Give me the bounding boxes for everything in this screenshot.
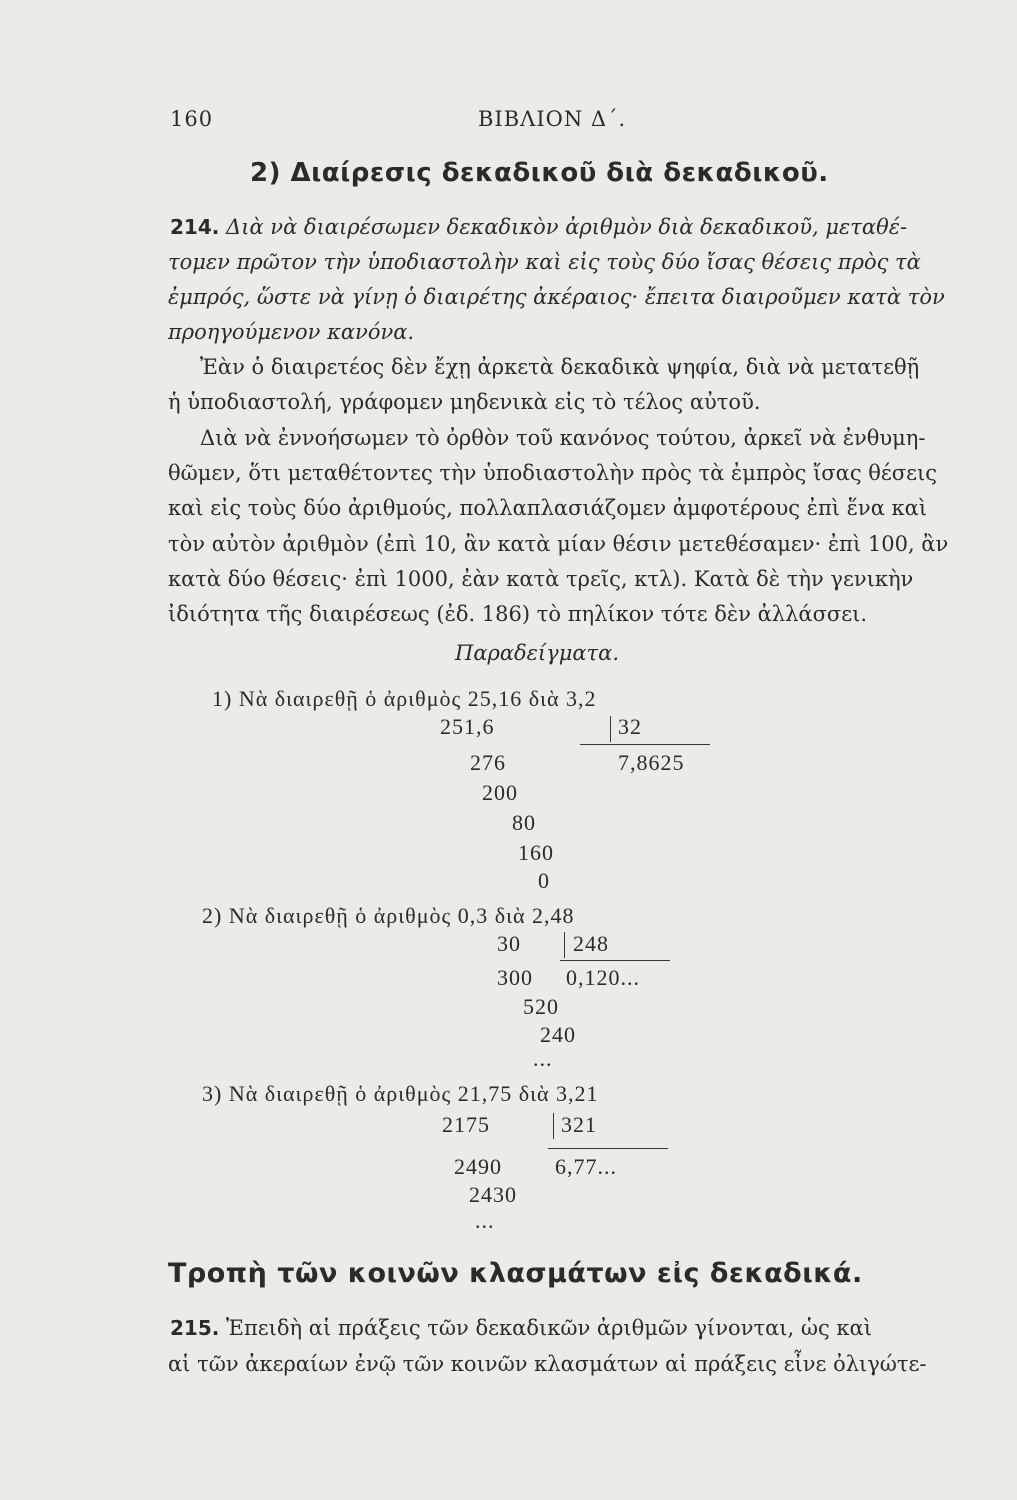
section-title: Τροπὴ τῶν κοινῶν κλασμάτων εἰς δεκαδικά. (168, 1258, 863, 1289)
paragraph-line: προηγούμενον κανόνα. (168, 320, 415, 344)
paragraph-line: αἱ τῶν ἀκεραίων ἐνῷ τῶν κοινῶν κλασμάτων αἱ πράξεις εἶνε ὀλιγώτε- (168, 1352, 927, 1376)
remainder: 240 (540, 1022, 576, 1047)
divisor: 32 (618, 714, 642, 739)
paragraph-number: 215. (170, 1316, 220, 1340)
paragraph-line: ἡ ὑποδιαστολή, γράφομεν μηδενικὰ εἰς τὸ τέλος αὐτοῦ. (168, 390, 761, 414)
examples-heading: Παραδείγματα. (455, 641, 620, 665)
divisor: 321 (561, 1112, 597, 1137)
paragraph-line: Ἐὰν ὁ διαιρετέος δὲν ἔχῃ ἀρκετὰ δεκαδικὰ ψηφία, διὰ νὰ μετατεθῇ (200, 355, 920, 379)
paragraph-line (170, 210, 907, 245)
example-statement: 2) Νὰ διαιρεθῇ ὁ ἀριθμὸς 0,3 διὰ 2,48 (202, 903, 575, 928)
remainder: 80 (512, 810, 536, 835)
running-title: ΒΙΒΛΙΟΝ Δ΄. (478, 107, 627, 131)
remainder: ... (533, 1046, 553, 1071)
paragraph-line: Διὰ νὰ ἐννοήσωμεν τὸ ὀρθὸν τοῦ κανόνος τούτου, ἀρκεῖ νὰ ἐνθυμη- (200, 426, 926, 450)
page-number: 160 (170, 107, 214, 131)
division-bar (610, 716, 611, 742)
paragraph-line: καὶ εἰς τοὺς δύο ἀριθμούς, πολλαπλασιάζομεν ἀμφοτέρους ἐπὶ ἕνα καὶ (168, 496, 928, 520)
paragraph-line: ἐμπρός, ὥστε νὰ γίνῃ ὁ διαιρέτης ἀκέραιος· ἔπειτα διαιροῦμεν κατὰ τὸν (168, 285, 945, 309)
remainder: 300 (497, 965, 533, 990)
example-statement: 1) Νὰ διαιρεθῇ ὁ ἀριθμὸς 25,16 διὰ 3,2 (212, 686, 597, 711)
division-rule (548, 1148, 668, 1149)
dividend: 251,6 (440, 714, 495, 739)
remainder: 276 (470, 750, 506, 775)
remainder: 160 (518, 840, 554, 865)
paragraph-line (170, 1311, 872, 1346)
remainder: 0 (538, 868, 550, 893)
section-title: 2) Διαίρεσις δεκαδικοῦ διὰ δεκαδικοῦ. (250, 158, 829, 188)
remainder: 2490 (454, 1154, 502, 1179)
paragraph-text: Διὰ νὰ διαιρέσωμεν δεκαδικὸν ἀριθμὸν διὰ δεκαδικοῦ, μεταθέ- (226, 215, 908, 239)
remainder: 520 (523, 994, 559, 1019)
paragraph-number: 214. (170, 215, 220, 239)
remainder: 200 (482, 780, 518, 805)
quotient: 7,8625 (618, 750, 685, 775)
paragraph-line: τὸν αὐτὸν ἀριθμὸν (ἐπὶ 10, ἂν κατὰ μίαν θέσιν μετεθέσαμεν· ἐπὶ 100, ἂν (168, 532, 949, 556)
divisor: 248 (573, 931, 609, 956)
remainder: ... (475, 1208, 495, 1233)
paragraph-text: Ἐπειδὴ αἱ πράξεις τῶν δεκαδικῶν ἀριθμῶν γίνονται, ὡς καὶ (226, 1316, 872, 1340)
remainder: 2430 (469, 1182, 517, 1207)
division-rule (560, 960, 670, 961)
quotient: 6,77... (555, 1154, 617, 1179)
paragraph-line: ἰδιότητα τῆς διαιρέσεως (ἐδ. 186) τὸ πηλίκον τότε δὲν ἀλλάσσει. (168, 602, 868, 626)
paragraph-line: κατὰ δύο θέσεις· ἐπὶ 1000, ἐὰν κατὰ τρεῖς, κτλ). Κατὰ δὲ τὴν γενικὴν (168, 567, 914, 591)
quotient: 0,120... (566, 965, 640, 990)
division-bar (553, 1113, 554, 1139)
example-statement: 3) Νὰ διαιρεθῇ ὁ ἀριθμὸς 21,75 διὰ 3,21 (202, 1081, 599, 1106)
dividend: 2175 (442, 1112, 490, 1137)
paragraph-line: θῶμεν, ὅτι μεταθέτοντες τὴν ὑποδιαστολὴν πρὸς τὰ ἐμπρὸς ἴσας θέσεις (168, 461, 937, 485)
paragraph-line: τομεν πρῶτον τὴν ὑποδιαστολὴν καὶ εἰς τοὺς δύο ἴσας θέσεις πρὸς τὰ (168, 250, 921, 274)
dividend: 30 (497, 931, 521, 956)
division-bar (564, 932, 565, 958)
division-rule (580, 744, 710, 745)
